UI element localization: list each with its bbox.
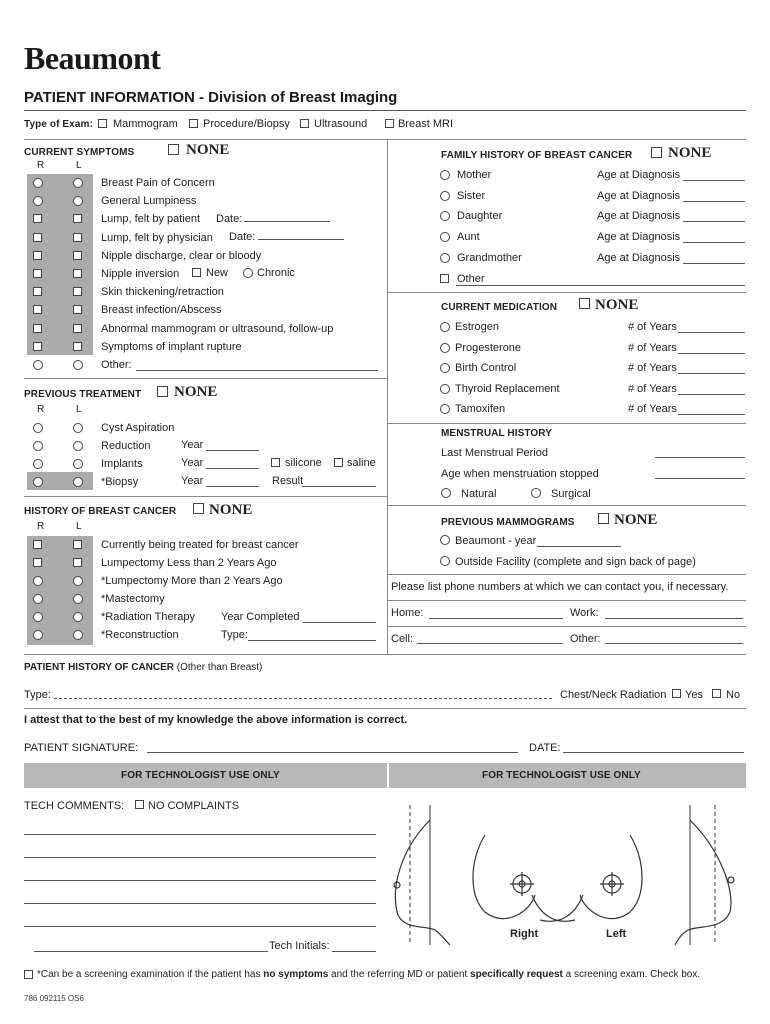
exam-procedure-checkbox[interactable]: [189, 119, 198, 128]
title-rule: [24, 110, 746, 111]
mammo-beaumont-radio[interactable]: [440, 535, 450, 545]
reconstruction-type-line[interactable]: [248, 631, 376, 641]
comment-line[interactable]: [24, 871, 376, 881]
treatment-left-radio[interactable]: [73, 423, 83, 433]
age-at-diagnosis-label: Age at Diagnosis: [597, 169, 681, 181]
grid-line: [24, 139, 746, 140]
signature-label: PATIENT SIGNATURE:: [24, 742, 139, 754]
symptom-right-cb[interactable]: [33, 214, 42, 223]
medication-radio[interactable]: [440, 384, 450, 394]
grid-line: [387, 626, 746, 627]
history-left-rad[interactable]: [73, 576, 83, 586]
family-member-label: Daughter: [457, 210, 503, 223]
comment-line[interactable]: [24, 825, 376, 835]
years-line[interactable]: [678, 405, 745, 415]
mammo-none-label: NONE: [614, 512, 658, 528]
mammo-header: PREVIOUS MAMMOGRAMS: [441, 517, 575, 528]
symptoms-none-checkbox[interactable]: [168, 144, 179, 155]
treatment-right-radio[interactable]: [33, 441, 43, 451]
mammo-outside-label: Outside Facility (complete and sign back of page): [455, 556, 696, 568]
radiation-label: Chest/Neck Radiation: [560, 689, 667, 701]
symptoms-header: CURRENT SYMPTOMS: [24, 147, 135, 158]
reconstruction-type-label: Type:: [221, 629, 248, 641]
medication-none-checkbox[interactable]: [579, 298, 590, 309]
treatment-left-radio[interactable]: [73, 459, 83, 469]
natural-label: Natural: [461, 488, 497, 500]
history-header: HISTORY OF BREAST CANCER: [24, 506, 177, 517]
signature-date-line[interactable]: [563, 743, 744, 753]
exam-ultrasound-label: Ultrasound: [314, 118, 368, 130]
form-code: 786 092115 OS6: [24, 994, 84, 1003]
symptom-left-cb[interactable]: [73, 214, 82, 223]
symptom-left-rad[interactable]: [73, 360, 83, 370]
years-label: # of Years: [628, 362, 677, 375]
inversion-new-checkbox[interactable]: [192, 268, 201, 277]
history-left-cb[interactable]: [73, 558, 82, 567]
history-none-label: NONE: [209, 502, 253, 518]
footnote-bold: specifically request: [470, 969, 563, 980]
other-phone-line[interactable]: [605, 634, 743, 644]
footnote-text: and the referring MD or patient: [328, 969, 471, 980]
grid-line: [387, 423, 746, 424]
history-right-rad[interactable]: [33, 576, 43, 586]
medication-radio[interactable]: [440, 322, 450, 332]
work-phone-line[interactable]: [605, 609, 743, 619]
signature-line[interactable]: [147, 743, 518, 753]
history-label: Lumpectomy Less than 2 Years Ago: [101, 557, 277, 569]
history-right-rad[interactable]: [33, 594, 43, 604]
symptom-right-cb[interactable]: [33, 233, 42, 242]
symptom-right-cb[interactable]: [33, 305, 42, 314]
date-label: Date:: [216, 213, 243, 225]
age-at-diagnosis-line[interactable]: [683, 171, 745, 181]
history-right-rad[interactable]: [33, 612, 43, 622]
medication-label: Thyroid Replacement: [455, 382, 560, 395]
family-member-label: Grandmother: [457, 251, 522, 264]
exam-ultrasound-checkbox[interactable]: [300, 119, 309, 128]
years-label: # of Years: [628, 321, 677, 333]
biopsy-year-line[interactable]: [206, 477, 259, 487]
treatment-label: Reduction: [101, 440, 151, 452]
family-member-radio[interactable]: [440, 191, 450, 201]
history-right-cb[interactable]: [33, 558, 42, 567]
home-phone-line[interactable]: [429, 609, 563, 619]
symptom-left-cb[interactable]: [73, 287, 82, 296]
family-member-radio[interactable]: [440, 211, 450, 221]
history-left-cb[interactable]: [73, 540, 82, 549]
history-none-checkbox[interactable]: [193, 503, 204, 514]
history-label: *Lumpectomy More than 2 Years Ago: [101, 575, 283, 587]
grid-line: [24, 708, 746, 709]
mammo-none-checkbox[interactable]: [598, 513, 609, 524]
age-at-diagnosis-line[interactable]: [683, 254, 745, 264]
medication-none-label: NONE: [595, 297, 639, 313]
age-at-diagnosis-line[interactable]: [683, 212, 745, 222]
grid-line: [24, 378, 387, 379]
symptoms-none-label: NONE: [186, 142, 230, 158]
years-line[interactable]: [678, 344, 745, 354]
years-line[interactable]: [678, 364, 745, 374]
history-label: *Mastectomy: [101, 593, 165, 605]
grid-line: [387, 505, 746, 506]
years-line[interactable]: [678, 323, 745, 333]
family-header: FAMILY HISTORY OF BREAST CANCER: [441, 150, 633, 161]
family-none-label: NONE: [668, 145, 712, 161]
treatment-header: PREVIOUS TREATMENT: [24, 389, 142, 400]
breast-diagram: [390, 800, 760, 950]
symptom-left-rad[interactable]: [73, 178, 83, 188]
treatment-left-radio[interactable]: [73, 477, 83, 487]
diagram-left-label: Left: [606, 928, 627, 940]
menopause-age-line[interactable]: [655, 469, 745, 479]
symptom-left-cb[interactable]: [73, 342, 82, 351]
radiation-no-checkbox[interactable]: [712, 689, 721, 698]
column-divider: [387, 139, 388, 654]
symptom-right-rad[interactable]: [33, 360, 43, 370]
family-none-checkbox[interactable]: [651, 147, 662, 158]
history-label: *Radiation Therapy: [101, 611, 195, 623]
radiation-no-label: No: [726, 689, 741, 701]
symptom-label: Skin thickening/retraction: [101, 286, 224, 299]
medication-radio[interactable]: [440, 363, 450, 373]
symptoms-r-label: R: [37, 160, 45, 171]
no-complaints-label: NO COMPLAINTS: [148, 800, 240, 812]
medication-radio[interactable]: [440, 404, 450, 414]
treatment-r-label: R: [37, 404, 45, 415]
inversion-chronic-label: Chronic: [257, 267, 295, 279]
treatment-none-label: NONE: [174, 384, 218, 400]
other-phone-label: Other:: [570, 633, 601, 645]
family-member-radio[interactable]: [440, 253, 450, 263]
screening-checkbox[interactable]: [24, 970, 33, 979]
silicone-label: silicone: [285, 457, 322, 469]
medication-label: Tamoxifen: [455, 403, 506, 416]
age-at-diagnosis-label: Age at Diagnosis: [597, 231, 681, 244]
inversion-new-label: New: [206, 267, 229, 279]
exam-mammogram-checkbox[interactable]: [98, 119, 107, 128]
comment-line[interactable]: [24, 917, 376, 927]
grid-line: [24, 496, 387, 497]
symptom-left-cb[interactable]: [73, 251, 82, 260]
other-cancer-sub: (Other than Breast): [176, 662, 263, 673]
symptom-right-cb[interactable]: [33, 269, 42, 278]
family-member-radio[interactable]: [440, 232, 450, 242]
family-member-label: Mother: [457, 169, 492, 181]
grid-line: [24, 654, 746, 655]
implants-year-line[interactable]: [206, 459, 259, 469]
tech-comments-label: TECH COMMENTS:: [24, 800, 125, 812]
exam-mri-label: Breast MRI: [398, 118, 454, 130]
radiation-yes-label: Yes: [685, 689, 703, 701]
exam-mammogram-label: Mammogram: [113, 118, 178, 130]
symptom-label: Other:: [101, 359, 132, 371]
symptom-right-cb[interactable]: [33, 251, 42, 260]
treatment-label: Cyst Aspiration: [101, 422, 175, 434]
symptom-label: Abnormal mammogram or ultrasound, follow-up: [101, 322, 334, 335]
mammo-beaumont-label: Beaumont - year: [455, 535, 537, 547]
grid-line: [387, 600, 746, 601]
tech-initials-label: Tech Initials:: [269, 940, 330, 952]
radiation-year-line[interactable]: [303, 613, 376, 623]
mammo-outside-radio[interactable]: [440, 556, 450, 566]
exam-mri-checkbox[interactable]: [385, 119, 394, 128]
surgical-label: Surgical: [551, 488, 591, 500]
age-at-diagnosis-line[interactable]: [683, 233, 745, 243]
biopsy-result-line[interactable]: [302, 477, 376, 487]
symptom-right-cb[interactable]: [33, 342, 42, 351]
symptom-label: Lump, felt by physician: [101, 231, 213, 244]
years-label: # of Years: [628, 382, 677, 395]
year-label: Year: [181, 475, 204, 487]
age-at-diagnosis-label: Age at Diagnosis: [597, 189, 681, 202]
years-label: # of Years: [628, 341, 677, 354]
history-label: Currently being treated for breast cancer: [101, 539, 299, 551]
mammo-year-line[interactable]: [537, 537, 621, 547]
footnote-bold: no symptoms: [263, 969, 329, 980]
family-member-label: Sister: [457, 189, 486, 202]
treatment-l-label: L: [76, 404, 82, 415]
cell-phone-line[interactable]: [417, 634, 563, 644]
symptom-other-line[interactable]: [136, 361, 378, 371]
history-right-rad[interactable]: [33, 630, 43, 640]
grid-line: [387, 292, 746, 293]
symptoms-l-label: L: [76, 160, 82, 171]
family-member-label: Aunt: [457, 231, 480, 244]
history-left-rad[interactable]: [73, 612, 83, 622]
symptom-right-cb[interactable]: [33, 287, 42, 296]
physician-lump-date-line[interactable]: [258, 230, 344, 240]
natural-radio[interactable]: [441, 488, 451, 498]
saline-checkbox[interactable]: [334, 458, 343, 467]
silicone-checkbox[interactable]: [271, 458, 280, 467]
comment-line[interactable]: [24, 848, 376, 858]
history-left-rad[interactable]: [73, 630, 83, 640]
symptom-left-cb[interactable]: [73, 324, 82, 333]
result-label: Result: [272, 475, 304, 487]
symptom-label: Lump, felt by patient: [101, 213, 201, 226]
cancer-type-label: Type:: [24, 689, 51, 701]
work-phone-label: Work:: [570, 607, 599, 619]
medication-label: Progesterone: [455, 341, 522, 354]
year-label: Year: [181, 439, 204, 451]
tech-band-left-label: FOR TECHNOLOGIST USE ONLY: [121, 770, 280, 781]
medication-radio[interactable]: [440, 343, 450, 353]
family-member-radio[interactable]: [440, 170, 450, 180]
diagram-right-label: Right: [510, 928, 539, 940]
symptom-label: Breast Pain of Concern: [101, 177, 215, 189]
tech-initials-value-line[interactable]: [332, 942, 376, 952]
no-complaints-checkbox[interactable]: [135, 800, 144, 809]
symptom-right-rad[interactable]: [33, 178, 43, 188]
history-label: *Reconstruction: [101, 629, 179, 641]
treatment-none-checkbox[interactable]: [157, 386, 168, 397]
treatment-label: Implants: [101, 458, 143, 470]
exam-type-label: Type of Exam:: [24, 119, 93, 130]
treatment-label: *Biopsy: [101, 476, 139, 488]
history-shade: [27, 536, 93, 645]
date-label: Date:: [229, 231, 256, 243]
beaumont-logo: Beaumont: [24, 40, 161, 76]
exam-procedure-label: Procedure/Biopsy: [203, 118, 290, 130]
symptom-left-cb[interactable]: [73, 233, 82, 242]
years-line[interactable]: [678, 385, 745, 395]
menstrual-header: MENSTRUAL HISTORY: [441, 428, 552, 439]
saline-label: saline: [347, 457, 376, 469]
family-other-line[interactable]: [456, 276, 745, 286]
last-period-label: Last Menstrual Period: [441, 447, 548, 459]
history-right-cb[interactable]: [33, 540, 42, 549]
age-at-diagnosis-label: Age at Diagnosis: [597, 251, 681, 264]
symptom-left-cb[interactable]: [73, 269, 82, 278]
medication-label: Birth Control: [455, 362, 517, 375]
tech-initials-line[interactable]: [34, 942, 268, 952]
tech-band-right-label: FOR TECHNOLOGIST USE ONLY: [482, 770, 641, 781]
symptom-right-cb[interactable]: [33, 324, 42, 333]
year-completed-label: Year Completed: [221, 611, 300, 623]
cell-phone-label: Cell:: [391, 633, 414, 645]
patient-lump-date-line[interactable]: [244, 212, 330, 222]
cancer-type-line[interactable]: [54, 689, 552, 699]
symptom-label: Symptoms of implant rupture: [101, 340, 242, 353]
years-label: # of Years: [628, 403, 677, 416]
footnote-text: a screening exam. Check box.: [562, 969, 701, 980]
symptom-label: General Lumpiness: [101, 195, 197, 208]
menopause-age-label: Age when menstruation stopped: [441, 468, 599, 480]
surgical-radio[interactable]: [531, 488, 541, 498]
inversion-chronic-radio[interactable]: [243, 268, 253, 278]
attestation: I attest that to the best of my knowledge the above information is correct.: [24, 714, 408, 726]
symptom-label: Nipple discharge, clear or bloody: [101, 249, 262, 262]
treatment-right-radio[interactable]: [33, 459, 43, 469]
age-at-diagnosis-label: Age at Diagnosis: [597, 210, 681, 223]
screening-footnote: [37, 969, 700, 980]
age-at-diagnosis-line[interactable]: [683, 192, 745, 202]
treatment-left-radio[interactable]: [73, 441, 83, 451]
footnote-text: *Can be a screening examination if the patient has: [37, 969, 264, 980]
medication-label: Estrogen: [455, 321, 500, 333]
symptom-label: Nipple inversion: [101, 268, 180, 280]
year-label: Year: [181, 457, 204, 469]
other-cancer-heading: [24, 662, 262, 673]
treatment-right-radio[interactable]: [33, 423, 43, 433]
last-period-line[interactable]: [655, 448, 745, 458]
history-l-label: L: [76, 521, 82, 532]
symptom-label: Breast infection/Abscess: [101, 304, 222, 317]
treatment-right-radio[interactable]: [33, 477, 43, 487]
symptom-left-cb[interactable]: [73, 305, 82, 314]
other-cancer-header: PATIENT HISTORY OF CANCER: [24, 662, 175, 673]
history-left-rad[interactable]: [73, 594, 83, 604]
grid-line: [387, 574, 746, 575]
family-member-label: Other: [457, 272, 485, 285]
form-title: PATIENT INFORMATION - Division of Breast Imaging: [24, 89, 398, 106]
date-label: DATE:: [529, 742, 561, 754]
medication-header: CURRENT MEDICATION: [441, 302, 558, 313]
family-member-checkbox[interactable]: [440, 274, 449, 283]
radiation-yes-checkbox[interactable]: [672, 689, 681, 698]
home-phone-label: Home:: [391, 607, 424, 619]
contact-prompt: Please list phone numbers at which we can contact you, if necessary.: [391, 581, 729, 593]
comment-line[interactable]: [24, 894, 376, 904]
reduction-year-line[interactable]: [206, 441, 259, 451]
history-r-label: R: [37, 521, 45, 532]
